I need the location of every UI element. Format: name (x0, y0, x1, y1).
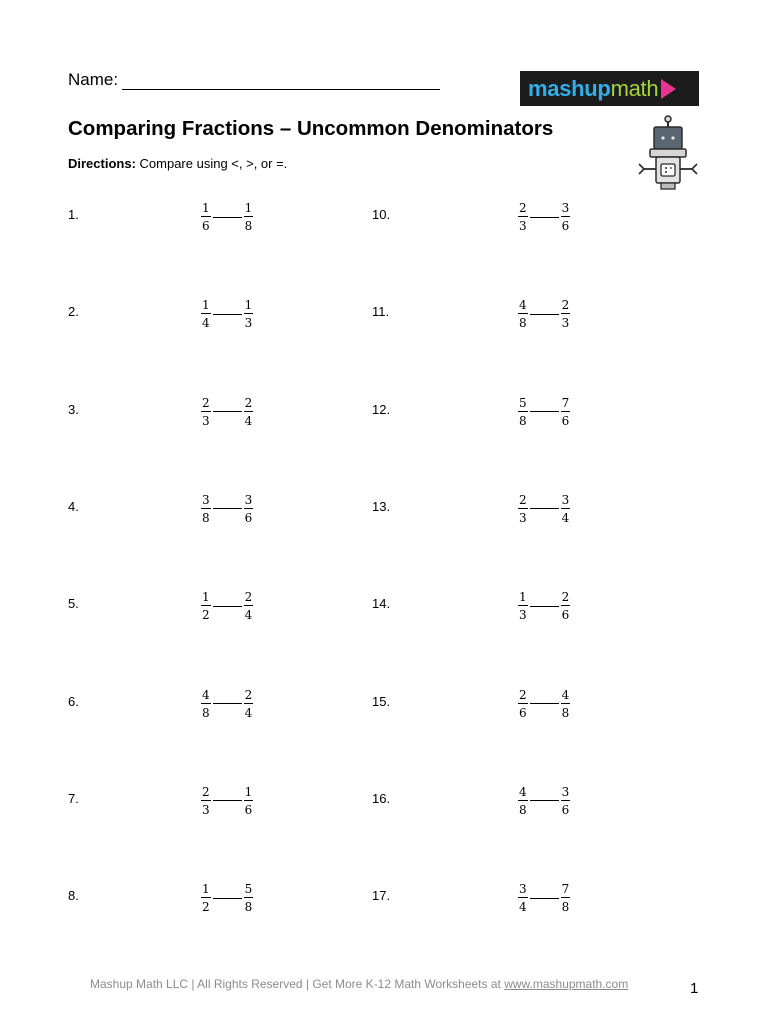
numerator: 7 (561, 882, 570, 897)
denominator: 3 (519, 608, 527, 623)
numerator: 1 (244, 201, 253, 215)
numerator: 3 (519, 882, 527, 897)
fraction-left (201, 298, 211, 330)
answer-blank[interactable] (530, 800, 559, 801)
fraction-pair (518, 882, 570, 914)
numerator: 1 (202, 298, 210, 313)
numerator: 2 (244, 687, 253, 702)
fraction-right (244, 201, 254, 233)
denominator: 3 (519, 219, 527, 233)
denominator: 3 (244, 316, 253, 331)
denominator: 3 (202, 802, 210, 817)
numerator: 4 (519, 298, 527, 313)
answer-blank[interactable] (530, 898, 559, 899)
fraction-pair (518, 785, 570, 817)
numerator: 2 (202, 784, 210, 799)
fraction-right (561, 298, 571, 330)
denominator: 8 (202, 510, 210, 525)
fraction-right (244, 298, 254, 330)
fraction-right (244, 493, 254, 525)
fraction-left (518, 298, 528, 330)
answer-blank[interactable] (213, 800, 242, 801)
logo-text (528, 76, 658, 102)
fraction-left (201, 785, 211, 817)
numerator: 4 (519, 784, 527, 799)
problem-number: 4. (68, 498, 79, 514)
numerator: 2 (202, 395, 210, 410)
fraction-right (244, 396, 254, 428)
fraction-pair (201, 688, 253, 720)
problem-number: 13. (372, 498, 391, 514)
denominator: 6 (561, 219, 570, 233)
fraction-pair (201, 785, 253, 817)
denominator: 4 (202, 316, 210, 331)
numerator: 2 (519, 201, 527, 215)
problem-number: 8. (68, 888, 79, 904)
numerator: 7 (561, 395, 570, 410)
denominator: 8 (561, 705, 570, 720)
problem-number: 6. (68, 693, 79, 709)
numerator: 1 (244, 298, 253, 313)
denominator: 8 (519, 413, 527, 428)
directions-text: Compare using <, >, or =. (135, 156, 288, 171)
numerator: 2 (244, 590, 253, 605)
fraction-pair (201, 396, 253, 428)
answer-blank[interactable] (530, 606, 559, 607)
fraction-left (201, 396, 211, 428)
fraction-left (518, 590, 528, 622)
fraction-right (561, 201, 571, 233)
fraction-left (518, 882, 528, 914)
problem-number: 17. (372, 888, 391, 904)
fraction-pair (201, 882, 253, 914)
numerator: 3 (561, 784, 570, 799)
answer-blank[interactable] (213, 703, 242, 704)
logo-text-math: math (610, 75, 659, 101)
name-blank-line[interactable] (122, 71, 440, 90)
denominator: 8 (519, 802, 527, 817)
denominator: 8 (561, 900, 570, 915)
numerator: 4 (202, 687, 210, 702)
numerator: 4 (561, 687, 570, 702)
problem-number: 14. (372, 596, 391, 612)
answer-blank[interactable] (213, 508, 242, 509)
fraction-pair (518, 590, 570, 622)
page-number: 1 (690, 980, 699, 997)
numerator: 3 (244, 492, 253, 507)
problem-number: 16. (372, 790, 391, 806)
denominator: 3 (561, 316, 570, 331)
name-row (68, 70, 440, 90)
denominator: 4 (244, 413, 253, 428)
fraction-left (201, 493, 211, 525)
answer-blank[interactable] (213, 411, 242, 412)
fraction-pair (518, 688, 570, 720)
numerator: 3 (561, 201, 570, 215)
problem-number: 7. (68, 790, 79, 806)
numerator: 1 (202, 201, 210, 215)
fraction-pair (201, 493, 253, 525)
denominator: 8 (519, 316, 527, 331)
fraction-right (561, 590, 571, 622)
numerator: 1 (244, 784, 253, 799)
numerator: 2 (561, 590, 570, 605)
denominator: 8 (244, 900, 253, 915)
fraction-left (518, 201, 528, 233)
name-label: Name: (68, 70, 119, 89)
numerator: 2 (519, 492, 527, 507)
answer-blank[interactable] (530, 314, 559, 315)
fraction-left (201, 201, 211, 233)
fraction-right (561, 785, 571, 817)
fraction-right (561, 493, 571, 525)
fraction-left (518, 688, 528, 720)
numerator: 5 (244, 882, 253, 897)
denominator: 6 (519, 705, 527, 720)
answer-blank[interactable] (213, 606, 242, 607)
numerator: 1 (202, 590, 210, 605)
denominator: 3 (519, 510, 527, 525)
numerator: 3 (561, 492, 570, 507)
denominator: 6 (561, 608, 570, 623)
denominator: 4 (244, 608, 253, 623)
denominator: 6 (244, 510, 253, 525)
denominator: 8 (244, 219, 253, 233)
fraction-pair (201, 590, 253, 622)
fraction-right (244, 785, 254, 817)
footer-text: Mashup Math LLC | All Rights Reserved | Get More K-12 Math Worksheets at (90, 977, 505, 991)
fraction-pair (518, 493, 570, 525)
fraction-left (201, 590, 211, 622)
denominator: 2 (202, 900, 210, 915)
denominator: 6 (244, 802, 253, 817)
numerator: 1 (519, 590, 527, 605)
fraction-left (201, 688, 211, 720)
answer-blank[interactable] (213, 217, 242, 218)
fraction-left (518, 785, 528, 817)
problem-number: 2. (68, 304, 79, 320)
answer-blank[interactable] (530, 217, 559, 218)
logo-text-mashup: mashup (528, 75, 611, 101)
problem-number: 10. (372, 207, 391, 222)
numerator: 2 (244, 395, 253, 410)
fraction-pair (201, 298, 253, 330)
fraction-right (244, 882, 254, 914)
fraction-right (244, 688, 254, 720)
fraction-pair (518, 396, 570, 428)
denominator: 4 (244, 705, 253, 720)
denominator: 4 (561, 510, 570, 525)
play-triangle-icon (661, 79, 676, 99)
directions (68, 156, 287, 171)
fraction-right (244, 590, 254, 622)
denominator: 8 (202, 705, 210, 720)
page-title: Comparing Fractions – Uncommon Denominators (68, 117, 554, 140)
denominator: 2 (202, 608, 210, 623)
answer-blank[interactable] (213, 898, 242, 899)
answer-blank[interactable] (213, 314, 242, 315)
problem-number: 15. (372, 693, 391, 709)
problem-number: 11. (372, 304, 390, 320)
answer-blank[interactable] (530, 703, 559, 704)
footer-link[interactable]: www.mashupmath.com (504, 977, 629, 991)
robot-icon (636, 114, 700, 194)
problem-number: 12. (372, 401, 391, 417)
denominator: 6 (561, 802, 570, 817)
numerator: 2 (561, 298, 570, 313)
fraction-right (561, 882, 571, 914)
fraction-right (561, 396, 571, 428)
fraction-pair (518, 298, 570, 330)
directions-label: Directions: (68, 156, 136, 171)
denominator: 4 (519, 900, 527, 915)
answer-blank[interactable] (530, 508, 559, 509)
answer-blank[interactable] (530, 411, 559, 412)
numerator: 1 (202, 882, 210, 897)
numerator: 3 (202, 492, 210, 507)
numerator: 5 (519, 395, 527, 410)
fraction-pair (518, 201, 570, 233)
problem-number: 3. (68, 401, 79, 417)
denominator: 6 (561, 413, 570, 428)
fraction-left (518, 396, 528, 428)
numerator: 2 (519, 687, 527, 702)
fraction-right (561, 688, 571, 720)
fraction-left (201, 882, 211, 914)
problem-number: 5. (68, 596, 79, 612)
denominator: 3 (202, 413, 210, 428)
denominator: 6 (202, 219, 210, 233)
mashupmath-logo (520, 71, 699, 106)
footer (90, 977, 628, 991)
problem-number: 1. (68, 207, 79, 222)
fraction-pair (201, 201, 253, 233)
fraction-left (518, 493, 528, 525)
